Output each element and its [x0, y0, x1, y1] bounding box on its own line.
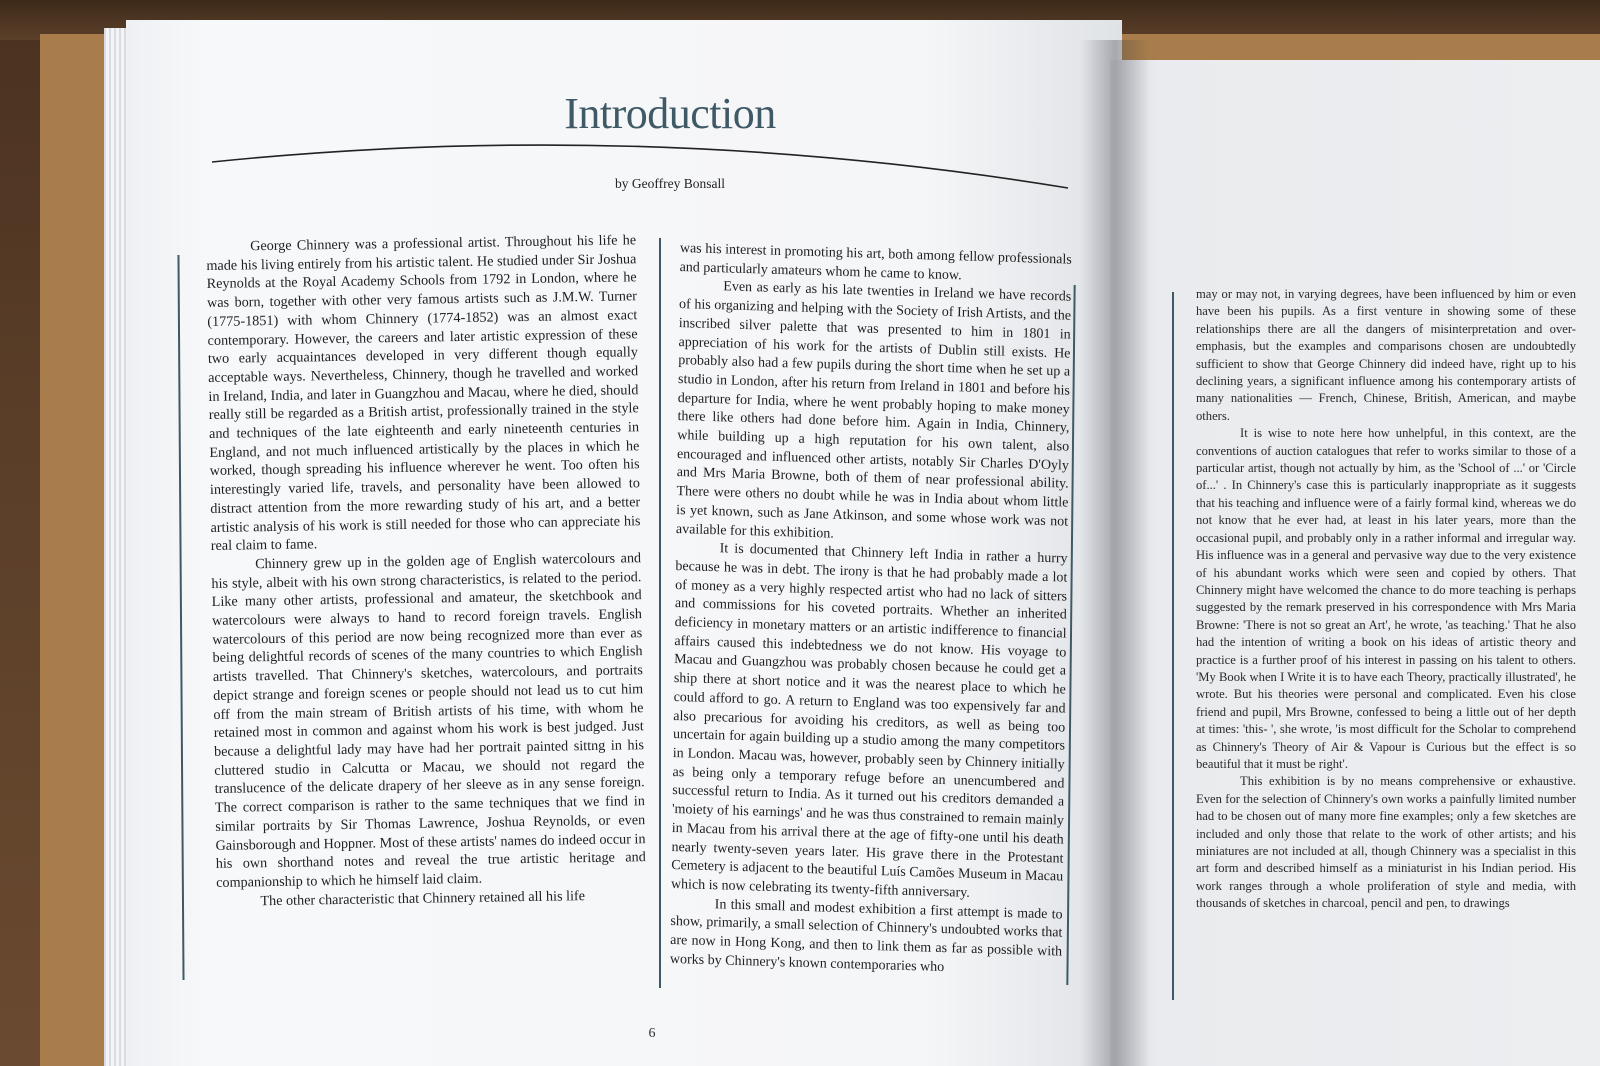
text-column-right	[1196, 286, 1576, 986]
page-title: Introduction	[564, 89, 776, 138]
text-column-middle	[670, 240, 1072, 1004]
page-number: 6	[648, 1026, 656, 1041]
paragraph: This exhibition is by no means comprehensive or exhaustive. Even for the selection of Chinnery's own works a painfully limited number had to be chosen out of many more fine examples; only a few sketches are included and only those that relate to the work of other artists; and his miniatures are not included at all, though Chinnery was a specialist in this art form and described himself as a miniaturist in his Indian period. His work ranges through a whole proliferation of style and media, with thousands of sketches in charcoal, pencil and pen, to drawings	[1196, 774, 1576, 911]
paragraph: was his interest in promoting his art, both among fellow professionals and particularly amateurs whom he came to know.	[679, 240, 1072, 284]
paragraph: The other characteristic that Chinnery retained all his life	[260, 887, 586, 909]
book-gutter	[1080, 40, 1150, 1066]
paragraph: Even as early as his late twenties in Ireland we have records of his organizing and helping with the Society of Irish Artists, and the inscribed silver palette that was presented to him in 1801 in appreciation of his work for the artists of Dublin still exists. He probably also had a few pupils during the short time when he set up a studio in London, after his return from Ireland in 1801 and before his departure for India, where he went probably hoping to make money there like others had done before him. Again in India, Chinnery, while building up a high reputation for his own talent, also encouraged and influenced other artists, notably Sir Charles D'Oyly and Mrs Maria Browne, both of them of near professional ability. There were others no doubt while he was in India about whom little is yet known, such as Jane Atkinson, and some whose work was not available for this exhibition.	[675, 279, 1072, 542]
paragraph: It is documented that Chinnery left India in rather a hurry because he was in debt. The irony is that he had probably made a lot of money as a very highly respected artist who had no lack of sitters and commissions for his coveted portraits. Whether an inherited deficiency in monetary matters or an artistic indifference to financial affairs caused this indebtedness we do not know. His voyage to Macau and Guangzhou was probably chosen because he could get a ship there at short notice and it was the nearest place to which he could afford to go. A return to England was too expensively far and also precarious for avoiding his creditors, as well as being too uncertain for again building up a studio among the many competitors in London. Macau was, however, probably seen by Chinnery initially as being only a temporary refuge before an unencumbered and successful return to India. As it turned out his creditors demanded a 'moiety of his earnings' and he was thus constrained to remain mainly in Macau from his arrival there at the age of fifty-one until his death nearly twenty-seven years later. His grave there in the Protestant Cemetery is adjacent to the beautiful Luís Camões Museum in Macau which is now celebrating its twenty-fifth anniversary.	[670, 541, 1068, 901]
byline: by Geoffrey Bonsall	[615, 176, 725, 191]
column-rule	[1172, 292, 1174, 1000]
paragraph: George Chinnery was a professional artist. Throughout his life he made his living entirely from his artistic talent. He studied under Sir Joshua Reynolds at the Royal Academy Schools from 1792 in London, where he was born, together with other very famous artists such as J.M.W. Turner (1775-1851) with whom Chinnery (1774-1852) was an almost exact contemporary. However, the careers and later artistic expression of these two early acquaintances developed in very different though equally acceptable ways. Nevertheless, Chinnery, though he travelled and worked in Ireland, India, and later in Guangzhou and Macau, where he died, should really still be regarded as a British artist, professionally trained in the style and techniques of the late eighteenth and early nineteenth centuries in England, and not much influenced artistically by the places in which he worked, though spreading his influence wherever he went. Too often his interestingly varied life, travels, and personality have been allowed to distract attention from the more rewarding study of his art, and a better artistic analysis of his work is still needed for those who can appreciate his real claim to fame.	[206, 232, 641, 555]
paragraph: Chinnery grew up in the golden age of English watercolours and his style, albeit with his own strong characteristics, is related to the period. Like many other artists, professional and amateur, the sketchbook and watercolours were always to hand to record foreign travels. English watercolours of this period are now being recognized more than ever as being delightful records of scenes of the many countries to which English artists travelled. That Chinnery's sketches, watercolours, and portraits depict strange and foreign scenes or people should not lead us to cut him off from the main stream of British artists of his time, with whom he retained most in common and against whom his work is best judged. Just because a delightful lady may have had her portrait painted sittng in his cluttered studio in Calcutta or Macau, we should not regard the translucence of the delicate drapery of her sleeve as in any sense foreign. The correct comparison is rather to the same techniques that we find in similar portraits by Sir Thomas Lawrence, Joshua Reynolds, or even Gainsborough and Hoppner. Most of these artists' names do indeed occur in his own shorthand notes and reveal the true artistic heritage and companionship to which he himself laid claim.	[211, 550, 646, 891]
paragraph: may or may not, in varying degrees, have been influenced by him or even have been his pupils. As a first venture in showing some of these relationships there are all the dangers of misinterpretation and over-emphasis, but the examples and comparisons chosen are undoubtedly sufficient to show that George Chinnery did indeed have, right up to his declining years, a significant influence among his contemporary artists of many nationalities — French, Chinese, British, American, and maybe others.	[1196, 287, 1576, 423]
paragraph: It is wise to note here how unhelpful, in this context, are the conventions of auction catalogues that refer to works similar to those of a particular artist, though not actually by him, as the 'School of ...' or 'Circle of...' . In Chinnery's case this is particularly inappropriate as it suggests that his teaching and influence were of a fairly formal kind, whereas we do not know that he ever had, at least in his later years, more than the occasional pupil, and probably only in a rather informal and irregular way. His influence was in a general and pervasive way due to the very existence of his abundant works which were seen and copied by others. That Chinnery might have welcomed the chance to do more teaching is perhaps suggested by the remark preserved in his correspondence with Mrs Maria Browne: 'There is not so great an Art', he wrote, 'as teaching.' That he also had the intention of writing a book on his ideas of artistic theory and practice is a further proof of his interest in passing on his talent to others. 'My Book when I Write it is to have each Theory, practically illustrated', he wrote. But his theories were personal and complicated. Even his close friend and pupil, Mrs Browne, confessed to being a little out of her depth at times: 'this- ', she wrote, 'is most difficult for the Scholar to comprehend as Chinnery's Theory of Air & Vapour is Curious but the effect is so beautiful that it must be right'.	[1196, 426, 1576, 771]
text-column-left	[206, 231, 648, 990]
paragraph: In this small and modest exhibition a first attempt is made to show, primarily, a small selection of Chinnery's undoubted works that are now in Hong Kong, and then to link them as far as possible with works by Chinnery's known contemporaries who	[669, 896, 1063, 975]
column-rule	[659, 238, 661, 988]
